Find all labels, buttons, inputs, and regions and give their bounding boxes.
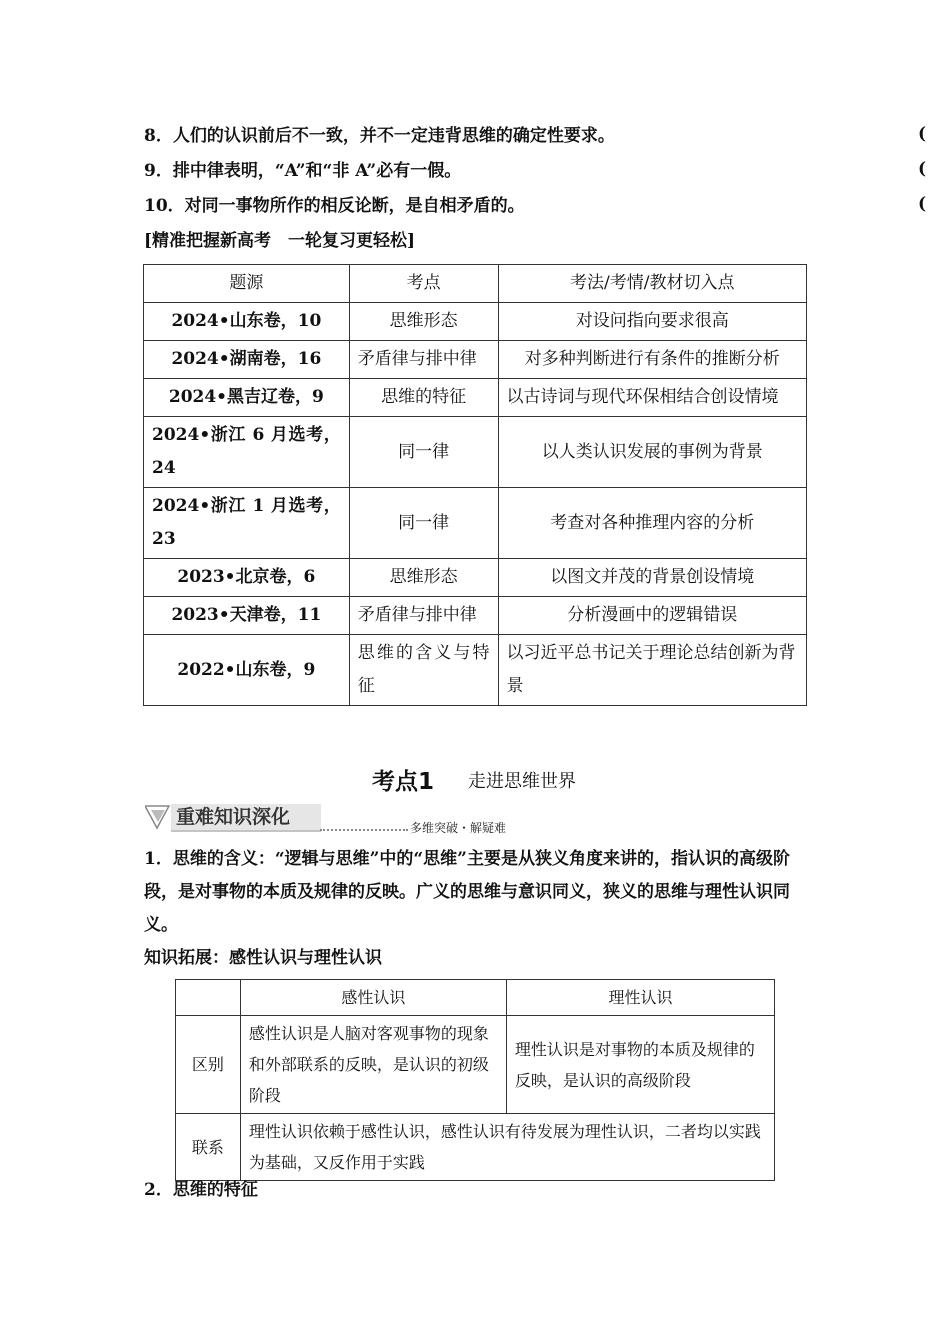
row-source: 2023•天津卷，11 xyxy=(144,597,350,635)
link-text: 理性认识依赖于感性认识，感性认识有待发展为理性认识，二者均以实践为基础，又反作用于实践 xyxy=(240,1114,774,1181)
exam-heading: [精准把握新高考 一轮复习更轻松] xyxy=(144,231,416,251)
corner-cell xyxy=(176,980,241,1016)
row-point: 矛盾律与排中律 xyxy=(349,597,498,635)
row-point: 矛盾律与排中律 xyxy=(349,341,498,379)
table-header-row xyxy=(144,265,807,303)
expand-heading: 知识拓展：感性认识与理性认识 xyxy=(144,948,382,968)
row-source: 2024•浙江 1 月选考，23 xyxy=(144,488,350,559)
header-perceptual: 感性认识 xyxy=(240,980,506,1016)
link-label: 联系 xyxy=(176,1114,241,1181)
header-method: 考法/考情/教材切入点 xyxy=(498,265,807,303)
banner-dots xyxy=(320,829,408,831)
row-source: 2024•浙江 6 月选考，24 xyxy=(144,417,350,488)
banner-title: 重难知识深化 xyxy=(176,806,291,828)
thinking-features-heading: 2．思维的特征 xyxy=(144,1180,258,1200)
header-rational: 理性认识 xyxy=(506,980,774,1016)
section-title: 考点1 xyxy=(372,769,435,795)
table-row xyxy=(144,417,807,488)
cognition-comparison-table xyxy=(175,979,775,1181)
row-method: 以图文并茂的背景创设情境 xyxy=(498,559,807,597)
row-method: 对多种判断进行有条件的推断分析 xyxy=(498,341,807,379)
table-row xyxy=(176,1114,775,1181)
row-point: 思维的含义与特征 xyxy=(349,635,498,706)
table-row xyxy=(144,559,807,597)
diff-rational: 理性认识是对事物的本质及规律的反映，是认识的高级阶段 xyxy=(506,1016,774,1114)
table-row xyxy=(144,379,807,417)
header-source: 题源 xyxy=(144,265,350,303)
row-method: 以人类认识发展的事例为背景 xyxy=(498,417,807,488)
table-row xyxy=(144,635,807,706)
table-row xyxy=(144,341,807,379)
row-point: 思维的特征 xyxy=(349,379,498,417)
judgement-8: 8．人们的认识前后不一致，并不一定违背思维的确定性要求。 xyxy=(144,126,615,146)
answer-paren-9[interactable]: ( xyxy=(918,159,927,179)
header-point: 考点 xyxy=(349,265,498,303)
diff-label: 区别 xyxy=(176,1016,241,1114)
row-point: 同一律 xyxy=(349,488,498,559)
table-row xyxy=(144,303,807,341)
row-point: 思维形态 xyxy=(349,559,498,597)
judgement-10: 10．对同一事物所作的相反论断，是自相矛盾的。 xyxy=(144,196,525,216)
table-row xyxy=(176,1016,775,1114)
row-source: 2022•山东卷，9 xyxy=(144,635,350,706)
row-method: 考查对各种推理内容的分析 xyxy=(498,488,807,559)
section-subtitle: 走进思维世界 xyxy=(468,771,576,792)
diff-perceptual: 感性认识是人脑对客观事物的现象和外部联系的反映，是认识的初级阶段 xyxy=(240,1016,506,1114)
answer-paren-10[interactable]: ( xyxy=(918,194,927,214)
row-point: 同一律 xyxy=(349,417,498,488)
row-source: 2024•黑吉辽卷，9 xyxy=(144,379,350,417)
row-method: 对设问指向要求很高 xyxy=(498,303,807,341)
banner-subtitle: 多维突破・解疑难 xyxy=(410,821,507,835)
table-row xyxy=(144,597,807,635)
table-header-row xyxy=(176,980,775,1016)
row-method: 以古诗词与现代环保相结合创设情境 xyxy=(498,379,807,417)
thinking-meaning-paragraph: 1．思维的含义：“逻辑与思维”中的“思维”主要是从狭义角度来讲的，指认识的高级阶段，是对事物的本质及规律的反映。广义的思维与意识同义，狭义的思维与理性认识同义。 xyxy=(144,849,790,935)
row-point: 思维形态 xyxy=(349,303,498,341)
row-method: 分析漫画中的逻辑错误 xyxy=(498,597,807,635)
row-source: 2024•湖南卷，16 xyxy=(144,341,350,379)
judgement-9: 9．排中律表明，“A”和“非 A”必有一假。 xyxy=(144,161,462,181)
row-source: 2024•山东卷，10 xyxy=(144,303,350,341)
exam-source-table xyxy=(143,264,807,706)
row-source: 2023•北京卷，6 xyxy=(144,559,350,597)
row-method: 以习近平总书记关于理论总结创新为背景 xyxy=(498,635,807,706)
table-row xyxy=(144,488,807,559)
answer-paren-8[interactable]: ( xyxy=(918,124,927,144)
